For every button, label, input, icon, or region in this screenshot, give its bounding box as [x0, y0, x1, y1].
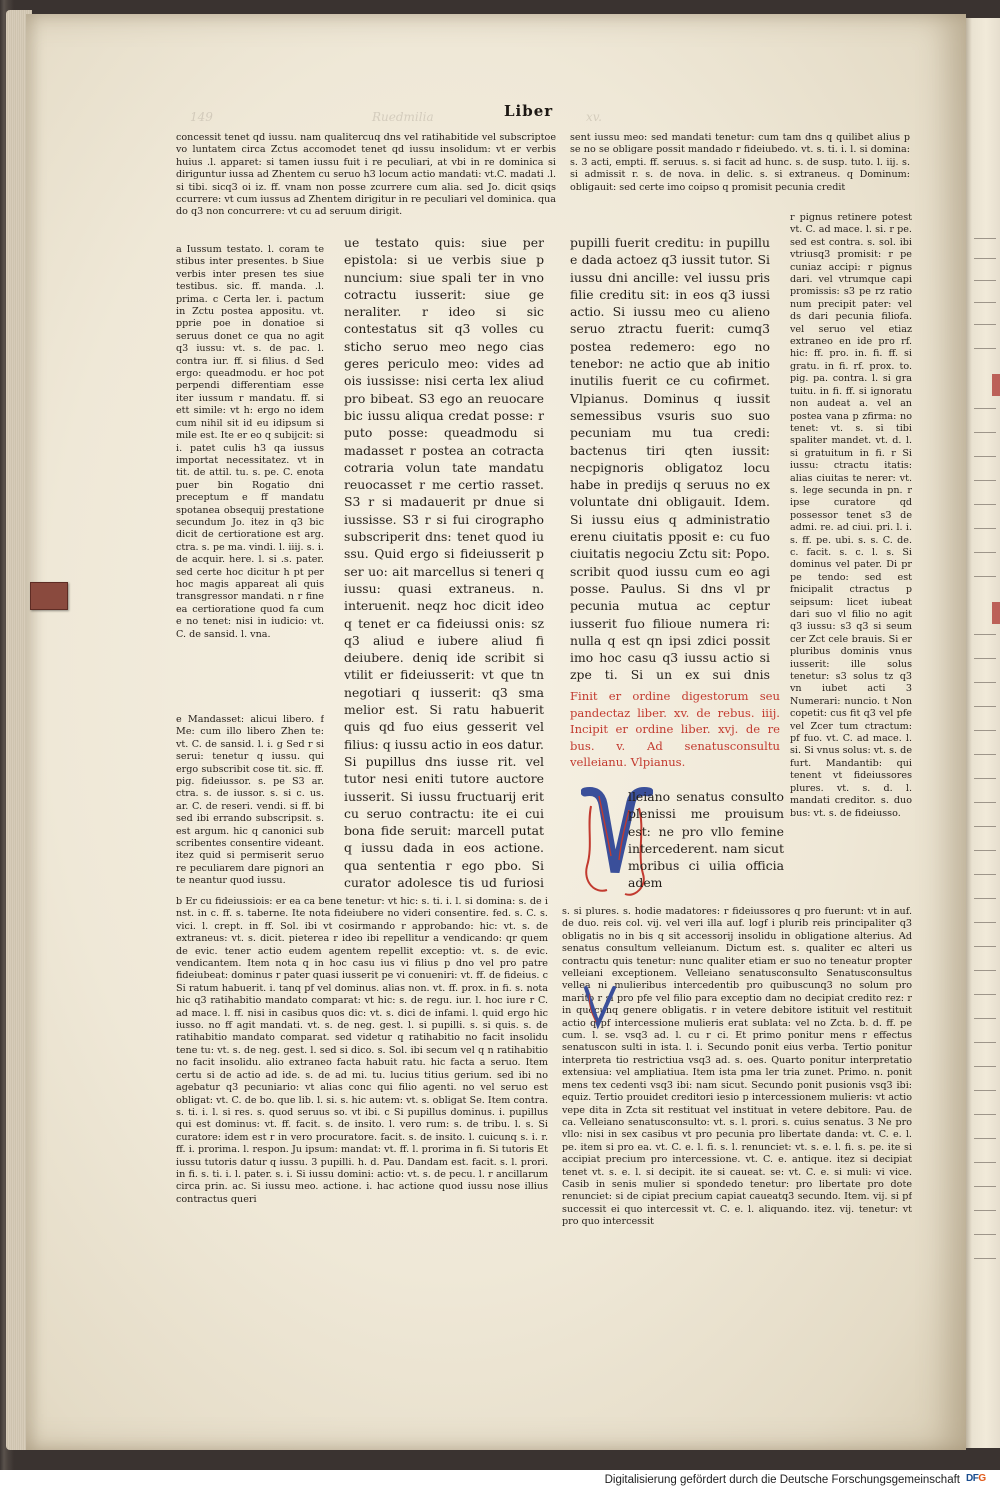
gloss-top-right: [570, 132, 910, 210]
header-ghost-folio: xv.: [586, 110, 602, 124]
gloss-left-lower-text: e Mandasset: alicui libero. f Me: cum illo libero Zhen te: vt. C. de sansid. l. i. g Sed r si serui: tenetur q iussu. qui ergo subscribit cose tit. sic. ff. pig. fideiussor. s. pe S3 ar. ctra. s. de iussor. s. si c. us. ar. C. de reseri. vendi. si ff. bi sed ibi errando subscripsit. s. est argum. hic q canonici sub scribentes consentire videant. itez quid si permiserit seruo re peculiarem dare pignori an te neantur quod iussu.: [176, 714, 324, 887]
gloss-top-left-text: concessit tenet qd iussu. nam qualitercuq dns vel ratihabitide vel subscriptoe vo luntatem circa Zctus accomodet tenet qd iussu insolidum: vt er verbis huius .l. apparet: si tamen iussu fuit i re peculiari, at vbi in re dominica si diriguntur iussa ad Zhentem cu seruo h3 locum actio mandati: vt.C. madati .l. si tibi. sicq3 oi iz. ff. vnam non posse zcurrere cum alia. sed Jo. dicit qsiqs ccurrere: vt cum iussus ad Zhentem dirigitur in re peculiari vel dominica. qua do q3 non concurrere: vt cu ad seruum dirigit.: [176, 132, 556, 218]
facing-page-edge: [966, 18, 1000, 1448]
gloss-left-lower: [176, 714, 324, 892]
header-ghost-number: 149: [190, 110, 213, 124]
header-ghost-title: Ruedmilia: [372, 110, 434, 124]
left-page: [26, 14, 966, 1450]
gloss-right-margin-text: r pignus retinere potest vt. C. ad mace. l. si. r pe. sed est contra. s. sol. ibi vtriusq3 promisit: r pe cuniaz accipi: r pignus dari. vel vtrumque capi promissis: s3 pe rz ratio num precipit pater: vel ds dari pecunia filiofa. vel seruo vel etiaz extraneo en ide pro rf. hic: ff. pro. in. fi. ff. si gratu. in fi. rf. prox. to. pig. pa. contra. l. si gra tuitu. in fi. ff. si ignoratu non audeat a. vel an postea vana p zfirma: no tenet: vt. s. si tibi spaliter mandet. vt. d. l. si gratuitum in fi. r Si iussu: ctractu itatis: alias ciuitas te nerer: vt. s. lege secunda in pn. r ipse curatore qd possessor tenet s3 de admi. re. ad ciui. pri. l. i. s. ff. pe. ubi. s. s. C. de. c. facit. s. c. l. s. Si dominus vel pater. Di pr pe tendo: sed est fnicipalit ctractus p seipsum: licet iubeat dari suo vl filio no agit q3 iussu: s3 q3 si seum cer Zct cele brauis. Si er pluribus dominis vnus iusserit: ille solus tenetur: s3 solus tz q3 vn iubet acti 3 Numerari: nuncio. t Non copetit: cus fit q3 vel pfe vel Zcer tum ctractum: pf fuo. vt. C. ad mace. l. si. Si vnus solus: vt. s. de furt. Mandantib: qui tenent vt fideiussores plures. vt. s. d. l. mandati creditor. s. duo bus: vt. s. de fideiusso.: [790, 212, 912, 819]
small-initial-v: [584, 984, 616, 1030]
initial-paragraph-text: lleiano senatus consulto plenissi me prouisum est: ne pro vllo femine intercederent. nam sicut moribus ci uilia officia adem: [628, 789, 784, 891]
bookmark-tab: [30, 582, 68, 610]
main-text-right-body: pupilli fuerit creditu: in pupillu e dada actoez q3 iussit tutor. Si iussu dni ancille: vel iussu pris filie creditu sit: in eos q3 iussi actio. Si iussu meo cu alieno seruo ztractu fuerit: cumq3 postea redemero: ego no tenebor: ne actio que ab initio inutilis fuerit ce cu cofirmet. Vlpianus. Dominus q iussit semessibus vsuris suo suo pecuniam mu tua credi: bactenus tiri qten iussit: necpignoris obligatoz locu habe in predijs q seruus no ex voluntate dni obligauit. Idem. Si iussu eius q administratio erenu ciuitatis pposit e: cu fuo ciuitatis negociu Zctu sit: Popo. scribit quod iussu cum eo agi posse. Paulus. Si dns vl pr pecunia mutua ac ceptur iusserit fuo filioue numera ri: nulla q est qn ipsi zdici possit imo hoc casu q3 iussu actio si zpe ti. Si un ex sui dnis: [570, 235, 770, 683]
initial-paragraph: [628, 788, 784, 902]
gloss-left-narrow: [176, 244, 324, 714]
gloss-bottom-right: [562, 906, 912, 1270]
gloss-bottom-left: [176, 896, 548, 1274]
main-text-right: [570, 234, 770, 686]
gloss-top-right-text: sent iussu meo: sed mandati tenetur: cum tam dns q quilibet alius p se no se obligare possit mandado r fideiubedo. vt. s. ti. i. l. si domina: s. 3 acti, empti. ff. seruus. s. si facit ad hunc. s. de susp. tuto. l. iij. s. si admissit r. s. de nova. in delic. s. si extraneus. q Dominum: obligauit: sed certe imo coipso q promisit pecunia credit: [570, 132, 910, 193]
rubric-text: Finit er ordine digestorum seu pandectaz liber. xv. de rebus. iiij. Incipit er ordine liber. xvj. de re bus. v. Ad senatusconsultu velleianu. Vlpianus.: [570, 689, 780, 769]
footer-bar: [0, 1470, 1000, 1491]
rubric-book-end: [570, 688, 780, 776]
gloss-bottom-right-text: s. si plures. s. hodie madatores: r fideiussores q pro fuerunt: vt in auf. de duo. reis col. vij. vel veri illa auf. logf i plurib reis principaliter q3 obligatis no in bis q sit accessorij insolidu in obligatione alterius. Ad senatus consultum velleianum. Dictum est. s. qualiter ec alteri us contractu quis tenetur: nunc qualiter etiam er suo no teneatur propter velleiani exceptionem. Velleiano senatusconsulto Senatusconsultus vellea ni mulieribus intercedentib pro quibuscunq3 no solum pro marito r si pro pfe vel filio para exceptio dam no decipiat credito rez: r in quocunq genere obligatis. r in vetere debitore istituit vel restituit actio q pf intercessione mulieris erat sublata: vel no Zcta. b. d. ff. pe cum. l. se. vsq3 ad. l. cu r ci. Et primo ponitur mens r effectus senatuscon sulti in ista. l. i. Secundo ponit eius verba. Tertio ponitur interpreta tio restrictiua vsq3 ad. s. oes. Quarto ponitur interpretatio extensiua: vel ampliatiua. Item ista pma ler tria zunet. Primo. n. ponit mens tex cedenti vsq3 ibi: nam sicut. Secundo ponit pusionis vsq3 ibi: equiz. Tertio prouidet creditori iesio p intercessionem mulieris: vt actio vepe dita in Zcta sit restituat vel instituat in vetere debitore. Pau. de ca. Velleiano senatusconsulto: vt. s. l. prori. s. cuius senatus. 3 Ne pro vllo: nisi in sex casibus vt pro pecunia pro libertate danda: vt. C. e. l. pe. item si pro ea. vt. C. e. l. fi. s. l. renunciet: vt. s. e. l. fi. s. pe. ite si accipiat precium pro intercessione. vt. C. e. antique. itez si decipiat tenet vt. s. e. l. si decipit. ite si caueat. se: vt. C. e. si muli: vi vice. Casib in senis mulier si spondedo tenetur: pro libertate pro dote renunciet: si de cipiat precium capiat caueatq3 secundo. Item. vij. si pf successit ei quo intercessit vt. C. e. l. aliquando. itez. vij. tenetur: vt pro quo intercessit: [562, 906, 912, 1228]
main-text-middle-body: ue testato quis: siue per epistola: si ue verbis siue p nuncium: siue spali ter in vno cotractu iusserit: siue ge neraliter. r ideo si sic contestatus sit q3 volles cu sticho seruo meo nego cias geres periculo meo: vides ad ois iussisse: nisi certa lex aliud pro bibeat. S3 ego an reuocare bic iussu aliqua credat posse: r puto posse: queadmodu si madasset r postea an cotracta cotraria volun tate mandatu reuocasset r me certio rasset. S3 r si madauerit pr dnue si iussisse. S3 r si fui cirographo subscriperit dns: tenet quod iu ssu. Quid ergo si fideiusserit p ser uo: ait marcellus si teneri q iussu: quasi extraneus. n. interuenit. neqz hoc dicit ideo q tenet er ca fideiussi onis: sz q3 aliud e iubere aliud fi deiubere. deniq ide scribit si vtilit er fideiusserit: vt que tn negotiari q iusserit: q3 sma melior est. Si ratu habuerit quis qd fuo eius gesserit vel filius: q iussu actio in eos datur. Si pupillus dns iusse rit. vel tutor nesi eniti tutore auctore iusserit. Si iussu fructuarij erit cu seruo contractu: ite ei cui bona fide seruit: marcell putat q iussu dada in eos actione. qua sententia r ego pbo. Si curator adolesce tis ud furiosi: [344, 235, 544, 890]
gloss-right-margin: [790, 212, 912, 900]
dfg-logo: DFG: [966, 1473, 986, 1484]
gloss-bottom-left-text: b Er cu fideiussiois: er ea ca bene tenetur: vt hic: s. ti. i. l. si domina: s. de i nst. in c. ff. s. taberne. Ite nota fideiubere no videri consentire. fed. s. C. s. vici. l. crept. in ff. Sol. ibi vt cosirmando r approbando: hic: vt. s. de extraneus: vt. s. dicit. pieterea r ideo ibi repellitur a vendicando: qr quem de evic. tener actio eudem agentem repellit exceptio: vt. s. de evic. vendicantem. Item nota q in hoc casu ius vi filius p dno vel pro patre fideiubeat: dominus r pater quasi iusserit pe vi conueniri: vt. ff. de fideius. c Si ratum habuerit. i. tanq pf vel dominus. alias non. vt. ff. prox. in fi. s. nota hic q3 ratihabitio mandato comparat: vt hic: s. de regu. iur. l. hoc iure r C. ad mace. l. ff. nisi in casibus quos dic: vt. s. dici de infami. l. quid ergo hic iusso. no ff agit mandati. vt. s. de neg. gest. l. si pupilli. s. si quis. s. de ratihabitio mandato comparat. sed videtur q ratihabitio no facit insolidu tene tu: vt. s. de neg. gest. l. sed si dico. s. Sol. ibi secum vel q n ratihabitio no facit insolidu. alio extraneo facta habuit ratu. hic facta a seruo. Item certu si de actio ad ide. s. de ad mi. tu. lucius titius gerium. sed ibi no agebatur q3 pecuniario: vt alias conc qui filio agenti. no vel seruo est obligat: vt. C. de bo. que lib. l. si. s. hic autem: vt. s. obligat Se. Item contra. s. ti. i. l. si res. s. quod seruus so. vt ibi. c Si pupillus dominus. i. pupillus qui est dominus: vt. ff. facit. s. de insito. l. vero rum: s. de tribu. l. s. Si curatore: idem est r in vero procuratore. facit. s. de insito. l. cuicunq s. i. r. ff. i. prorima. l. respon. Ju ipsum: mandat: vt. ff. l. prorima in fi. Si tutoris Et iussu tutoris datur q iussu. 3 pupilli. h. d. Pau. Dandam est. facit. s. l. prori. in fi. s. ti. i. l. pater. s. i. Si iussu domini: actio: vt. s. de pecu. l. r ancillarum circa prin. ac. Si iussu meo. actione. i. hac actione quod iussu nose illius contractus queri: [176, 896, 548, 1205]
gloss-top-left: [176, 132, 556, 244]
funding-credit: Digitalisierung gefördert durch die Deutsche Forschungsgemeinschaft: [604, 1474, 960, 1486]
main-text-middle: [344, 234, 544, 894]
gloss-left-narrow-text: a Iussum testato. l. coram te stibus inter presentes. b Siue verbis inter presen tes siue testibus. sic. ff. manda. .l. prima. c Certa ler. i. pactum in Zctu postea appositu. vt. pprie poe in donatioe si seruus donet ce qua no agit q3 iussu: vt. s. de pac. l. contra iur. ff. si filius. d Sed ergo: queadmodu. er hoc pot perpendi differentiam esse iter iussum r mandatu. ff. si ett simile: vt h: ergo no idem cum nihil sit id eu idipsum si mile est. Ite er eo q subijcit: si i. patet culis h3 qa iussus importat necessitatez. vt in tit. de attil. tu. s. pe. C. enota puer bin Rogatio dni preceptum e ff mandatu spotanea obsequij prestatione secundum Jo. itez in q3 bic dicit de certioratione est arg. ctra. s. pe ma. vindi. l. iiij. s. i. de acquir. here. l. si .s. pater. sed certe hoc dicitur h pt per hoc magis appareat ali quis transgressor mandati. n r fine ea certioratione quod fa cum e no tenet: nisi in iudicio: vt. C. de sansid. l. vna.: [176, 244, 324, 640]
running-head: Liber: [504, 102, 554, 120]
